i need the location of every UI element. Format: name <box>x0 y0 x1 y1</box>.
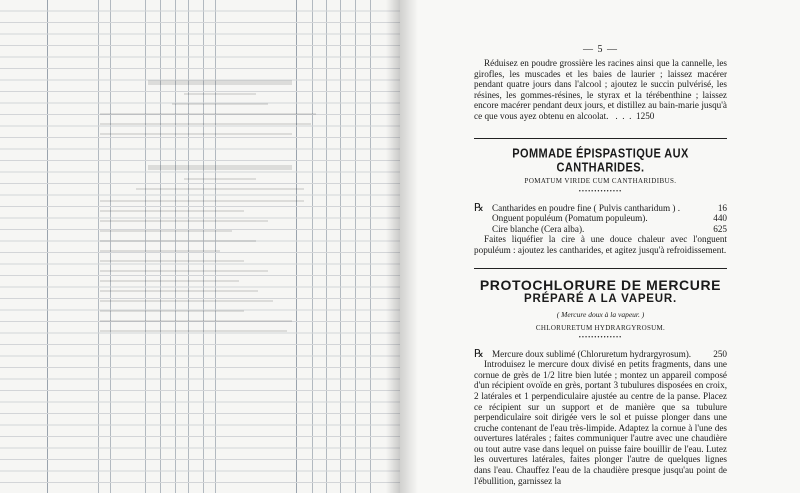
instructions-text: Faites liquéfier la cire à une douce chaleur avec l'onguent populéum : ajoutez les cantharides, et agitez jusqu'à refroidissement. <box>474 234 727 255</box>
section-divider <box>474 268 727 269</box>
recipe-icon: ℞ <box>474 201 484 214</box>
section-synonym: ( Mercure doux à la vapeur. ) <box>556 309 645 319</box>
ingredient-row <box>474 213 727 224</box>
section-divider <box>474 138 727 139</box>
ingredient-name: Mercure doux sublimé (Chloruretum hydrargyrosum). <box>492 348 692 359</box>
ingredient-amount: 250 <box>713 348 727 359</box>
gutter-shadow-right <box>400 0 418 493</box>
ingredient-name: Onguent populéum (Pomatum populeum). <box>492 213 648 224</box>
section-title-pommade: POMMADE ÉPISPASTIQUE AUX CANTHARIDES. <box>512 146 689 175</box>
ingredient-amount: 625 <box>713 223 727 234</box>
recipe-icon: ℞ <box>474 347 484 360</box>
intro-amount: 1250 <box>636 110 655 121</box>
ingredient-amount: 440 <box>713 213 727 224</box>
section-protochlorure <box>474 277 727 487</box>
section-pommade <box>474 146 727 256</box>
intro-leader: . . . <box>610 110 637 121</box>
page-content <box>474 44 727 486</box>
page-number: — 5 — <box>583 44 618 55</box>
section-subtitle-protochlorure: PRÉPARÉ A LA VAPEUR. <box>524 292 677 305</box>
intro-text: Réduisez en poudre grossière les racines ainsi que la cannelle, les girofles, les muscades et les baies de laurier ; laissez macérer pendant quatre jours dans l'alcool ; ajoutez le succin pulvérisé, les résines, les gommes-résines, le styrax et la térébenthine ; laissez encore macérer pendant deux jours, et distillez au bain-marie jusqu'à ce que vous ayez obtenu en alcoolat. <box>474 58 727 121</box>
gutter-shadow-left <box>386 0 400 493</box>
section-latin-protochlorure: CHLORURETUM HYDRARGYROSUM. <box>535 323 666 332</box>
ingredient-row <box>474 203 727 214</box>
intro-paragraph <box>474 58 727 122</box>
ingredient-row <box>474 224 727 235</box>
section-title-protochlorure: PROTOCHLORURE DE MERCURE <box>479 276 722 293</box>
ingredient-name: Cantharides en poudre fine ( Pulvis cantharidum ) . <box>492 202 681 213</box>
bleed-through-text <box>100 40 340 480</box>
intro-block <box>474 58 727 122</box>
ingredient-amount: 16 <box>717 202 727 213</box>
ornament-dots: •••••••••••••• <box>578 188 623 195</box>
body-protochlorure <box>474 359 727 486</box>
section-latin-pommade: POMATUM VIRIDE CUM CANTHARIDIBUS. <box>524 176 677 185</box>
instructions-pommade <box>474 234 727 255</box>
lead-ingredient-row <box>474 349 727 360</box>
body-text: Introduisez le mercure doux divisé en petits fragments, dans une cornue de grès de 1/2 litre bien lutée ; montez un appareil composé d'un récipient ovoïde en grès, portant 3 tubulures disposées en croix, 2 latérales et 1 perpendiculaire ajustée au centre de la panse. Placez ce récipient sur un support et de manière que sa tubulure perpendiculaire soit dirigée vers le sol et puisse plonger dans une cruche contenant de l'eau très-limpide. Adaptez la cornue à l'une des ouvertures latérales ; faites communiquer l'autre avec une chaudière ou tout autre vase dans lequel on puisse faire bouillir de l'eau. Lutez les ouvertures latérales, faites plonger l'autre de quelques lignes dans l'eau. Chauffez l'eau de la chaudière presque jusqu'au point de l'ébullition, garnissez la <box>474 359 727 486</box>
ingredient-name: Cire blanche (Cera alba). <box>492 223 585 234</box>
ornament-dots: •••••••••••••• <box>578 334 623 341</box>
